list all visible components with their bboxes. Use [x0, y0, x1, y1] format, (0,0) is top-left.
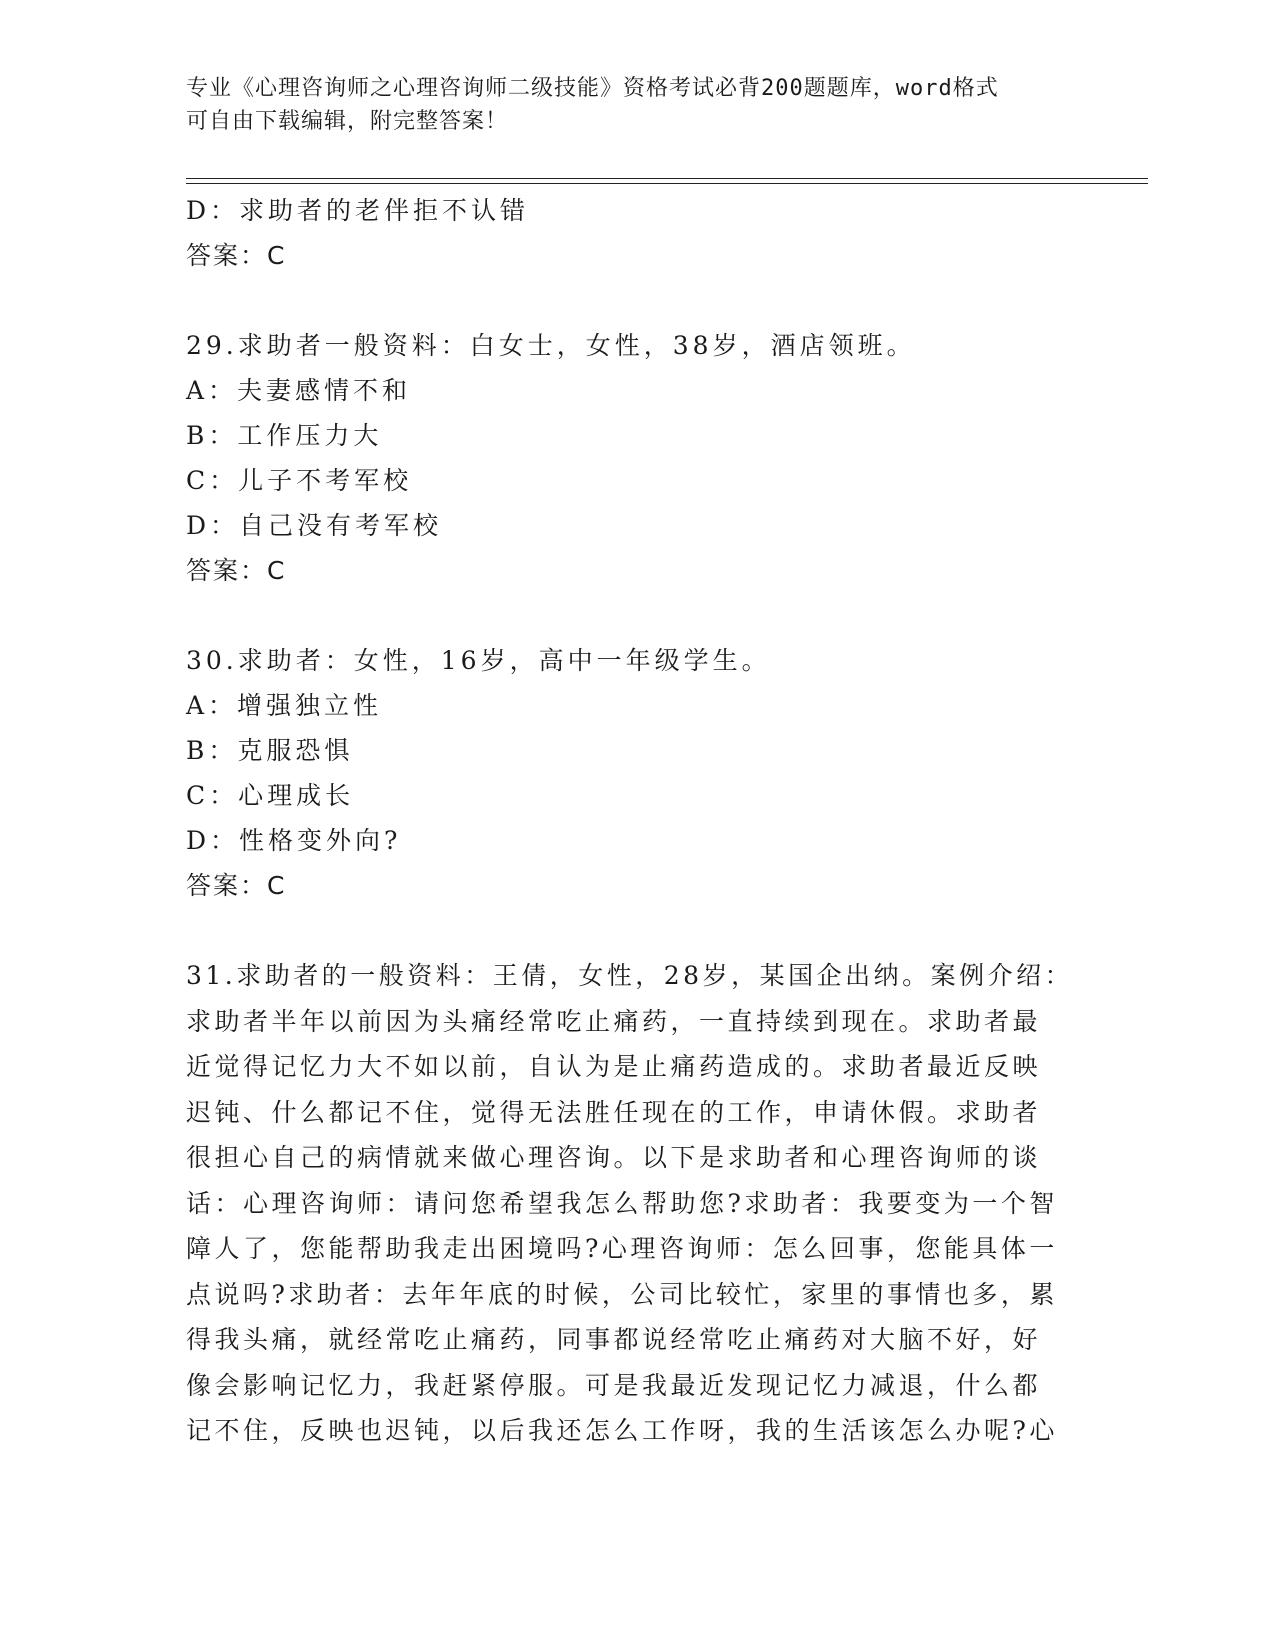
question-stem: 30.求助者：女性，16岁，高中一年级学生。 — [186, 646, 771, 675]
header-divider-bottom — [186, 183, 1148, 184]
answer-q28: 答案：C — [186, 241, 287, 270]
option-a: A：夫妻感情不和 — [186, 376, 412, 405]
header-line-1: 专业《心理咨询师之心理咨询师二级技能》资格考试必背200题题库，word格式 — [186, 76, 999, 101]
header-line-2: 可自由下载编辑，附完整答案！ — [186, 109, 509, 134]
paragraph-line: 迟钝、什么都记不住，觉得无法胜任现在的工作，申请休假。求助者 — [186, 1097, 1042, 1127]
paragraph-line: 31.求助者的一般资料：王倩，女性，28岁，某国企出纳。案例介绍： — [186, 961, 1074, 990]
document-header — [186, 72, 1066, 138]
spacer — [186, 593, 1086, 638]
paragraph-line: 点说吗?求助者：去年年底的时候，公司比较忙，家里的事情也多，累 — [186, 1279, 1058, 1309]
header-divider-top — [186, 178, 1148, 179]
option-d: D：性格变外向? — [186, 826, 402, 855]
answer: 答案：C — [186, 556, 287, 585]
spacer — [186, 278, 1086, 323]
option-c: C：心理成长 — [186, 781, 355, 810]
paragraph-line: 障人了，您能帮助我走出困境吗?心理咨询师：怎么回事，您能具体一 — [186, 1234, 1058, 1263]
option-d-q28: D：求助者的老伴拒不认错 — [186, 196, 530, 225]
document-body — [186, 188, 1086, 1454]
option-a: A：增强独立性 — [186, 691, 383, 720]
option-c: C：儿子不考军校 — [186, 466, 413, 495]
paragraph-line: 像会影响记忆力，我赶紧停服。可是我最近发现记忆力减退，什么都 — [186, 1370, 1042, 1400]
paragraph-line: 话：心理咨询师：请问您希望我怎么帮助您?求助者：我要变为一个智 — [186, 1188, 1058, 1218]
paragraph-line: 记不住，反映也迟钝，以后我还怎么工作呀，我的生活该怎么办呢?心 — [186, 1416, 1058, 1445]
paragraph-line: 近觉得记忆力大不如以前，自认为是止痛药造成的。求助者最近反映 — [186, 1052, 1042, 1081]
paragraph-line: 求助者半年以前因为头痛经常吃止痛药，一直持续到现在。求助者最 — [186, 1006, 1042, 1036]
answer: 答案：C — [186, 871, 287, 900]
option-b: B：工作压力大 — [186, 421, 383, 450]
spacer — [186, 908, 1086, 953]
question-29 — [186, 323, 1086, 593]
option-d: D：自己没有考军校 — [186, 511, 443, 540]
option-b: B：克服恐惧 — [186, 736, 354, 765]
question-stem: 29.求助者一般资料：白女士，女性，38岁，酒店领班。 — [186, 331, 916, 360]
question-31 — [186, 953, 1086, 1454]
paragraph-line: 得我头痛，就经常吃止痛药，同事都说经常吃止痛药对大脑不好，好 — [186, 1325, 1042, 1354]
question-30 — [186, 638, 1086, 908]
paragraph-line: 很担心自己的病情就来做心理咨询。以下是求助者和心理咨询师的谈 — [186, 1143, 1042, 1172]
